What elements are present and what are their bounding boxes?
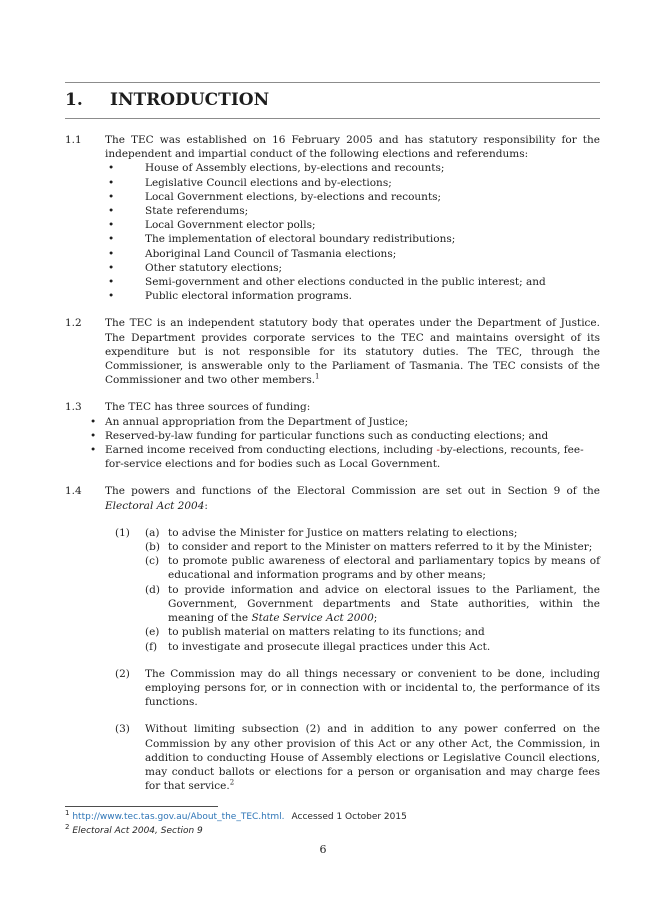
footnote-2 xyxy=(65,822,600,839)
page-content xyxy=(65,82,600,793)
paragraph-number: 1.2 xyxy=(65,317,82,330)
bullet-icon: • xyxy=(108,219,115,232)
list-item-text-post: by-elections, recounts, fee-for-service elections and for bodies such as Local Government. xyxy=(105,444,584,471)
list-item xyxy=(108,204,600,218)
item-text: to investigate and prosecute illegal practices under this Act. xyxy=(168,640,491,653)
item-text: to consider and report to the Minister on matters referred to it by the Minister; xyxy=(168,541,593,554)
bullet-icon: • xyxy=(108,190,115,203)
list-item xyxy=(90,415,600,429)
bullet-icon: • xyxy=(108,261,115,274)
footnote-divider xyxy=(65,806,218,807)
list-item-text: An annual appropriation from the Department of Justice; xyxy=(105,415,409,428)
act-title: Electoral Act 2004 xyxy=(105,499,205,512)
lettered-item-d xyxy=(145,583,600,626)
list-item xyxy=(108,275,600,289)
list-item xyxy=(90,429,600,443)
list-item xyxy=(108,161,600,175)
list-item-text: State referendums; xyxy=(145,205,249,218)
paragraph-body-text: The powers and functions of the Electoral Commission are set out in Section 9 of the xyxy=(105,485,600,498)
paragraph-body-text: The TEC is an independent statutory body that operates under the Department of Justice. The Department provides corporate services to the TEC and maintains oversight of its expenditure but is not responsible for its statutory duties. The TEC, through the Commissioner, is answerable only to the Parliament of Tasmania. The TEC consists of the Commissioner and two other members. xyxy=(105,317,600,387)
act-title: State Service Act 2000 xyxy=(251,612,374,625)
lettered-item-b xyxy=(145,540,600,554)
list-item-text: Local Government elector polls; xyxy=(145,219,316,232)
item-letter: (a) xyxy=(145,526,160,539)
subsection-number: (3) xyxy=(115,723,130,736)
footnote-1 xyxy=(65,811,600,825)
list-item-text: Reserved-by-law funding for particular functions such as conducting elections; and xyxy=(105,429,549,442)
paragraph-text xyxy=(105,316,600,387)
bullet-icon: • xyxy=(90,415,97,428)
list-item xyxy=(108,261,600,275)
item-letter: (c) xyxy=(145,555,160,568)
footnote-1-ref: 1 xyxy=(65,809,70,817)
bullet-icon: • xyxy=(108,233,115,246)
footnote-ref-1: 1 xyxy=(315,372,320,381)
item-letter: (b) xyxy=(145,541,160,554)
page-number: 6 xyxy=(319,843,327,856)
list-item xyxy=(108,247,600,261)
subsection-body-text: Without limiting subsection (2) and in addition to any power conferred on the Commission by any other provision of this Act or any other Act, the Commission, in addition to conducting House of Assembly elections or Legislative Council elections, may conduct ballots or elections for a person or organisation and may charge fees for that service. xyxy=(145,723,600,793)
lettered-item-a xyxy=(145,526,600,540)
item-text: to promote public awareness of electoral and parliamentary topics by means of educational and information programs and by other means; xyxy=(168,555,600,582)
subsection-body xyxy=(145,526,600,654)
subsection-text: The Commission may do all things necessary or convenient to be done, including employing persons for, or in connection with or incidental to, the performance of its functions. xyxy=(145,667,600,709)
list-item-text: Semi-government and other elections conducted in the public interest; and xyxy=(145,276,546,289)
item-letter: (f) xyxy=(145,640,158,653)
list-item-text: Local Government elections, by-elections and recounts; xyxy=(145,190,442,203)
paragraph-number: 1.4 xyxy=(65,485,82,498)
bullet-icon: • xyxy=(108,176,115,189)
footnote-2-ref: 2 xyxy=(65,822,70,831)
subsection-1 xyxy=(115,526,600,654)
paragraph-1-3 xyxy=(65,400,600,414)
paragraph-text: The TEC was established on 16 February 2005 and has statutory responsibility for the independent and impartial conduct of the following elections and referendums: xyxy=(105,134,600,161)
bullet-icon: • xyxy=(108,276,115,289)
item-text: to advise the Minister for Justice on matters relating to elections; xyxy=(168,526,518,539)
heading-rule-bottom xyxy=(65,118,600,119)
bullet-icon: • xyxy=(108,247,115,260)
colon: : xyxy=(204,499,208,512)
paragraph-number: 1.1 xyxy=(65,134,82,146)
list-item xyxy=(108,176,600,190)
list-item-text-pre: Earned income received from conducting elections, including xyxy=(105,444,437,457)
subsection-text xyxy=(145,722,600,793)
paragraph-1-1 xyxy=(65,133,600,161)
list-item xyxy=(90,443,600,471)
list-item-text: Other statutory elections; xyxy=(145,261,283,274)
subsection-number: (1) xyxy=(115,526,130,539)
item-letter: (e) xyxy=(145,626,160,639)
footnote-link[interactable]: http://www.tec.tas.gov.au/About_the_TEC.html. xyxy=(72,812,285,822)
bullet-icon: • xyxy=(108,162,115,175)
footnote-area xyxy=(65,806,600,838)
footnote-1-text: Accessed 1 October 2015 xyxy=(291,812,407,822)
item-text-post: ; xyxy=(373,612,378,625)
bullet-icon: • xyxy=(90,429,97,442)
list-item-text: The implementation of electoral boundary redistributions; xyxy=(145,233,456,246)
list-item xyxy=(108,218,600,232)
bullet-icon: • xyxy=(108,290,115,303)
list-item-text: Aboriginal Land Council of Tasmania elections; xyxy=(145,247,397,260)
subsection-number: (2) xyxy=(115,667,130,680)
heading-title: INTRODUCTION xyxy=(110,90,270,110)
paragraph-number: 1.3 xyxy=(65,401,82,414)
item-letter: (d) xyxy=(145,583,160,596)
list-item-text: Legislative Council elections and by-elections; xyxy=(145,176,392,189)
bullet-icon: • xyxy=(108,205,115,218)
list-item xyxy=(108,232,600,246)
deletion-mark: - xyxy=(436,444,440,457)
list-item-text: Public electoral information programs. xyxy=(145,290,352,303)
footnote-ref-2: 2 xyxy=(229,778,235,787)
paragraph-1-4 xyxy=(65,484,600,512)
heading-number: 1. xyxy=(65,90,83,110)
item-text xyxy=(168,583,600,626)
list-item-text xyxy=(105,443,600,471)
list-item xyxy=(108,190,600,204)
subsection-2 xyxy=(115,667,600,710)
item-text-pre: to provide information and advice on electoral issues to the Parliament, the Government, Government departments and State authorities, within the meaning of the xyxy=(168,583,600,625)
list-item-text: House of Assembly elections, by-elections and recounts; xyxy=(145,162,445,175)
paragraph-text: The TEC has three sources of funding: xyxy=(105,401,311,414)
lettered-item-c xyxy=(145,554,600,582)
bullet-icon: • xyxy=(90,444,97,457)
subsection-3 xyxy=(115,722,600,793)
footnote-2-text: Electoral Act 2004, Section 9 xyxy=(72,825,203,836)
paragraph-1-2 xyxy=(65,316,600,387)
lettered-item-e xyxy=(145,625,600,639)
item-text: to publish material on matters relating to its functions; and xyxy=(168,626,485,639)
lettered-item-f xyxy=(145,640,600,654)
section-heading xyxy=(65,83,600,118)
paragraph-text xyxy=(105,484,600,512)
list-item xyxy=(108,289,600,303)
